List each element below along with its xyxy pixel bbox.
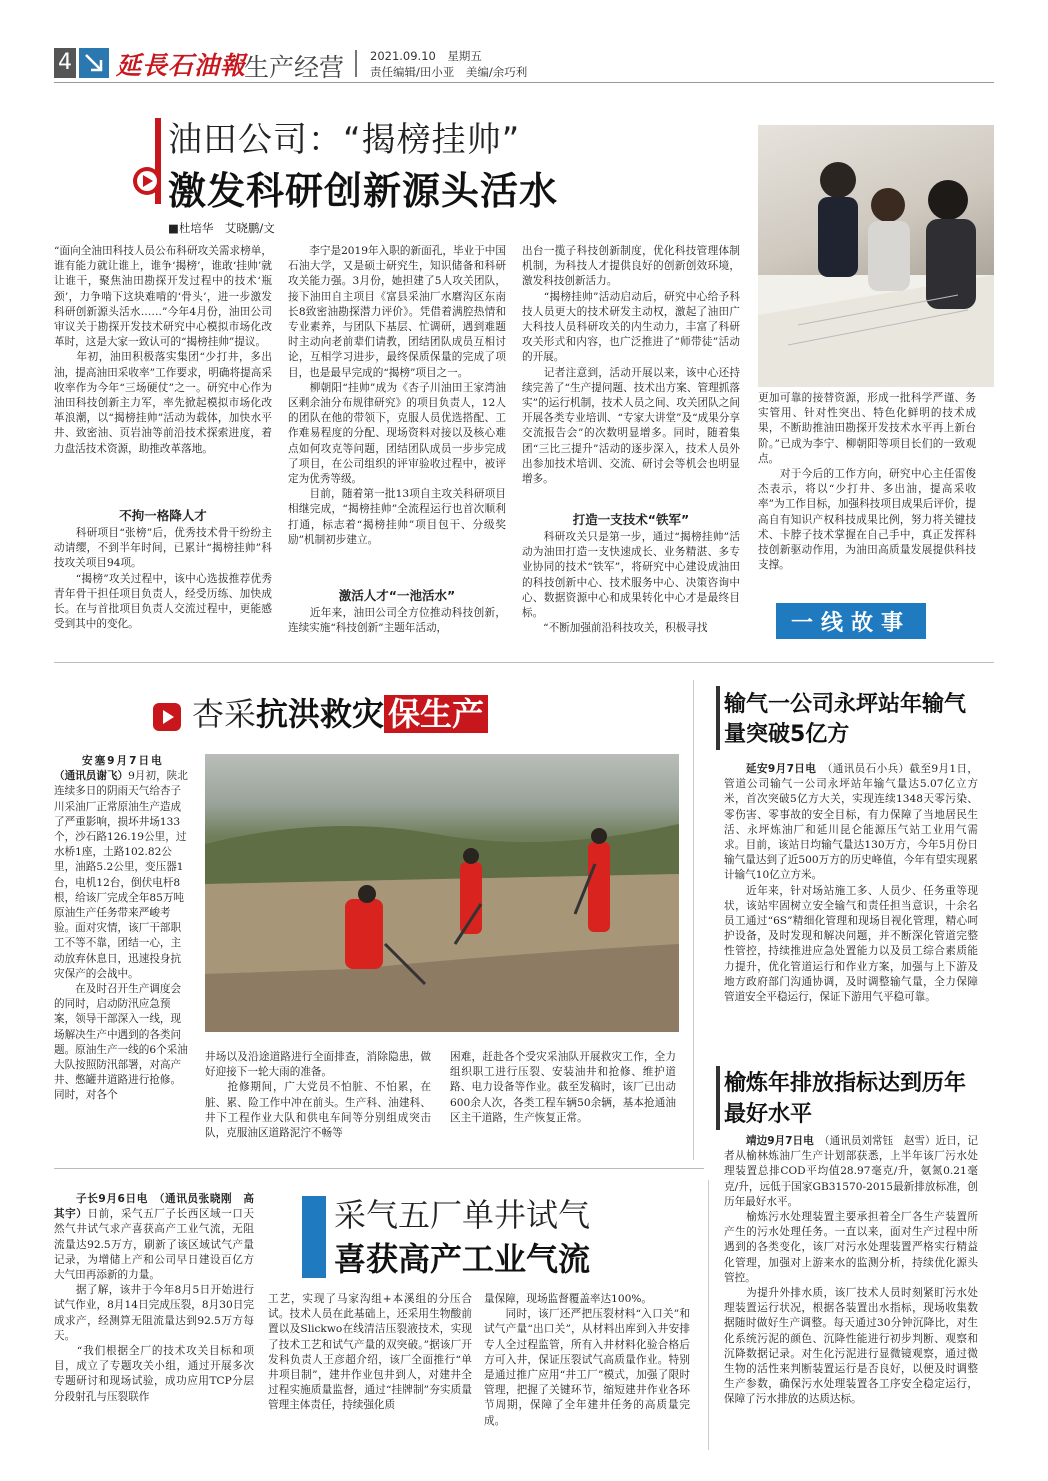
dateline: 延安9月7日电 <box>746 763 817 775</box>
article-column-1b: 科研项目“张榜”后，优秀技术骨干纷纷主动请缨，不到半年时间，已累计“揭榜挂帅”科技攻关项目94项。 “揭榜”攻关过程中，该中心选拔推荐优秀青年骨干担任项目负责人，经受历练、加快成长。在与首批项目负责人交流过程中，更能感受到其中的变化。 <box>54 527 272 631</box>
dateline: 子长9月6日电 <box>76 1193 148 1205</box>
flood-column-3: 困难，赶赴各个受灾采油队开展救灾工作，全力组织职工进行压裂、安装油井和抢修、维护道路、电力设备等作业。截至发稿时，该厂已出动600余人次，各类工程车辆50余辆，基本抢通油区主干道路，生产恢复正常。 <box>450 1051 676 1124</box>
column-tag <box>776 603 926 639</box>
flood-repair-photo <box>205 754 679 1032</box>
editors-credit: 责任编辑/田小亚 美编/余巧利 <box>370 65 528 79</box>
issue-weekday: 星期五 <box>447 49 482 63</box>
flood-column-2: 井场以及沿途道路进行全面排查，消除隐患，做好迎接下一轮大雨的准备。 抢修期间，广大党员不怕脏、不怕累，在脏、累、险工作中冲在前头。生产科、油建科、井下工程作业大队和供电车间等分别组成突击队，克服油区道路泥泞不畅等 <box>205 1051 431 1140</box>
masthead-rule <box>54 82 994 83</box>
masthead-divider <box>355 50 357 77</box>
title-part-3: 保生产 <box>384 695 488 733</box>
article-column-4: 更加可靠的接替资源，形成一批科学严谨、务实管用、针对性突出、特色化鲜明的技术成果，不断助推油田勘探开发技术水平再上新台阶。”已成为李宁、柳朝阳等项目长们的一致观点。 对于今后的工作方向，研究中心主任雷俊杰表示，将以“少打井、多出油，提高采收率”为工作目标，加强科技项目成果后评价，提高自有知识产权科技成果比例，努力将关键技术、卡脖子技术掌握在自己手中，真正发挥科技创新驱动作用，为油田高质量发展提供科技支撑。 <box>758 392 976 572</box>
researchers-photo <box>758 125 994 387</box>
subheading: 打造一支技术“铁军” <box>572 512 690 527</box>
flood-column-1 <box>54 754 188 1104</box>
article-column-2b: 近年来，油田公司全方位推动科技创新，连续实施“科技创新”主题年活动， <box>288 607 506 635</box>
section-name: 生产经营 <box>244 53 345 82</box>
column-tag-label: 一线故事 <box>790 610 911 636</box>
dateline: 靖边9月7日电 <box>746 1135 814 1147</box>
article-subtitle: 喜获高产工业气流 <box>334 1240 591 1278</box>
yongping-body <box>724 762 978 1005</box>
article-body: 9月初，陕北连续多日的阴雨天气给杏子川采油厂正常原油生产造成了严重影响，损坏井场133个，沙石路126.19公里，过水桥1座，土路102.82公里，油路5.2公里，变压器1台，电机12台，倒伏电杆8根，给该厂完成全年85万吨原油生产任务带来严峻考验。面对灾情，该厂干部职工不等不靠，团结一心，主动放弃休息日，迅速投身抗灾保产的会战中。 在及时召开生产调度会的同时，启动防汛应急预案，领导干部深入一线，现场解决生产中遇到的各类问题。原油生产一线的6个采油大队按照防汛部署，对高产井、憋罐井道路进行抢修。同时，对各个 <box>54 770 188 1102</box>
paper-logo: 延長石油報 <box>116 51 247 80</box>
article-title: 榆炼年排放指标达到历年最好水平 <box>724 1071 967 1127</box>
column-divider <box>693 680 694 1160</box>
section-divider <box>54 662 994 663</box>
article-column-1: “面向全油田科技人员公布科研攻关需求榜单，谁有能力就让谁上，谁争‘揭榜’，谁敢‘挂帅’就让谁干，聚焦油田勘探开发过程中的技术‘瓶颈’，力争啃下这块难啃的‘骨头’，进一步激发科研创新源头活水……”今年4月份，油田公司审议关于勘探开发技术研究中心模拟市场化改革时，这是大家一致认可的“揭榜挂帅”提议。 年初，油田积极落实集团“少打井，多出油，提高油田采收率”工作要求，明确将提高采收率作为今年“三场硬仗”之一。研究中心作为油田科技创新主力军，率先掀起模拟市场化改革浪潮，以“揭榜挂帅”活动为载体，加快水平井、致密油、页岩油等前沿技术探索进度，着力盘活技术资源，助推改革落地。 <box>54 245 272 455</box>
issue-date: 2021.09.10 <box>370 49 436 63</box>
article-subtitle: 激发科研创新源头活水 <box>168 169 559 213</box>
gas-well-column-1 <box>54 1192 254 1405</box>
title-part-1: 杏采 <box>192 695 257 733</box>
article-body: 截至9月1日，管道公司输气一公司永坪站年输气量达5.07亿立方米，首次突破5亿方大关，实现连续1348天零污染、零伤害、零事故的安全目标，有力保障了当地居民生活、永坪炼油厂和延川昆仑能源压气站工业用气需求。目前，该站日均输气量达130万方，今年5月份日输气量达到了近500万方的历史峰值，今年有望实现累计输气10亿立方米。 近年来，针对场站施工多、人员少、任务重等现状，该站牢固树立安全输气和责任担当意识，十余名员工通过“6S”精细化管理和现场目视化管理，精心呵护设备，及时发现和解决问题，并不断深化管道完整性管控，持续推进应急处置能力以及员工综合素质能力提升，优化管道运行和作业方案，加强与上下游及地方政府部门沟通协调，及时调整输气量，全力保障管道安全平稳运行，保证下游用气平稳可靠。 <box>724 763 978 1004</box>
reporter: （通讯员刘常钰 赵雪） <box>824 1135 936 1147</box>
page-number: 4 <box>54 48 76 78</box>
reporter: （通讯员张晓刚 高其宇） <box>54 1193 255 1221</box>
issue-date-line <box>370 48 482 64</box>
article-column-3b: 科研攻关只是第一步，通过“揭榜挂帅”活动为油田打造一支快速成长、业务精湛、多专业协同的技术“铁军”，将研究中心建设成油田的科技创新中心、技术服务中心、决策咨询中心、数据资源中心和成果转化中心才是最终目标。 “不断加强前沿科技攻关，积极寻找 <box>522 531 740 635</box>
title-rule <box>716 686 720 750</box>
gas-well-column-3: 量保障，现场监督覆盖率达100%。 同时，该厂还严把压裂材料“入口关”和试气产量“出口关”，从材料出库到入井安排专人全过程监管，所有入井材料化验合格后方可入井，保证压裂试气高质量作业。特别是通过推广应用“井工厂”模式，加强了限时管理，把握了关键环节，缩短建井作业各环节周期，保障了全年建井任务的高质量完成。 <box>484 1293 690 1427</box>
reporter: （通讯员石小兵） <box>827 763 910 775</box>
article-title <box>192 694 488 734</box>
article-title: 输气一公司永坪站年输气量突破5亿方 <box>724 692 967 747</box>
subheading: 激活人才“一池活水” <box>338 588 456 603</box>
article-title: 采气五厂单井试气 <box>334 1196 591 1234</box>
title-bar <box>302 1196 326 1278</box>
yulian-body <box>724 1134 978 1408</box>
reporter: （通讯员谢飞） <box>54 770 129 783</box>
play-icon <box>152 702 182 736</box>
gas-well-column-2: 工艺，实现了马家沟组+本溪组的分压合试。技术人员在此基础上，还采用生物酸前置以及Slickwo在线清洁压裂液技术，实现了技术工艺和试气产量的双突破。”据该厂开发科负责人王彦超介绍，该厂全面推行“单井项目制”，建井作业包井到人，对建井全过程实施质量监督，通过“挂牌制”夯实质量管理主体责任，持续强化质 <box>268 1293 472 1412</box>
article-column-2: 李宁是2019年入职的新面孔，毕业于中国石油大学，又是硕士研究生，知识储备和科研攻关能力强。3月份，她担建了5人攻关团队，接下油田自主项目《富县采油厂水磨沟区东南长8致密油勘探潜力评价》。凭借着满腔热情和专业素养，与团队下基层、忙调研，遇到难题时主动向老前辈们请教，团结团队成员互相讨论，互相学习进步，最终保质保量的完成了项目，也是最早完成的“揭榜”项目之一。 柳朝阳“挂帅”成为《杏子川油田王家湾油区剩余油分布规律研究》的项目负责人，12人的团队在他的带领下，克服人员优选搭配、工作难易程度的分配、现场资料对接以及核心难点如何攻克等问题，团结团队成员一步步完成了项目，在公司组织的评审验收过程中，被评定为优秀等级。 目前，随着第一批13项自主攻关科研项目相继完成，“揭榜挂帅”全流程运行也首次顺利打通，标志着“揭榜挂帅”项目包干、分级奖励”机制初步建立。 <box>288 245 506 546</box>
title-part-2: 抗洪救灾 <box>256 695 385 733</box>
dateline: 安塞9月7日电 <box>82 755 164 767</box>
title-rule <box>716 1066 720 1130</box>
article-column-3: 出台一揽子科技创新制度，优化科技管理体制机制，为科技人才提供良好的创新创效环境，激发科技创新活力。 “揭榜挂帅”活动启动后，研究中心给予科技人员更大的技术研发主动权，激起了油田广大科技人员科研攻关的内生动力，丰富了科研攻关形式和内容，也广泛推进了“师带徒”活动的开展。 记者注意到，活动开展以来，该中心还持续完善了“生产提问题、技术出方案、管理抓落实”的运行机制，技术人员之间、攻关团队之间开展各类专业培训、“专家大讲堂”及“成果分享交流报告会”的次数明显增多。同时，随着集团“三比三提升”活动的逐步深入，技术人员外出参加技术培训、交流、研讨会等机会也明显增多。 <box>522 245 740 486</box>
byline: ■杜培华 艾晓鹏/文 <box>168 221 275 235</box>
play-icon <box>132 166 162 200</box>
article-body: 日前，采气五厂子长西区域一口天然气井试气求产喜获高产工业气流，无阻流量达92.5万方，刷新了该区域试气产量记录，为增储上产和公司早日建设百亿方大气田再添新的力量。 据了解，该井于今年8月5日开始进行试气作业，8月14日完成压裂，8月30日完成求产，经测算无阻流量达到92.5万方每天。 “我们根据全厂的技术攻关目标和项目，成立了专题攻关小组，通过开展多次专题研讨和现场试验，成功应用TCP分层分段射孔与压裂联作 <box>54 1208 255 1403</box>
article-title: 油田公司：“揭榜挂帅” <box>168 120 521 160</box>
article-body: 近日，记者从榆林炼油厂生产计划部获悉，上半年该厂污水处理装置总排COD平均值28.97毫克/升，氨氮0.21毫克/升，远低于国家GB31570-2015最新排放标准，创历年最好水平。 榆炼污水处理装置主要承担着全厂各生产装置所产生的污水处理任务。一直以来，面对生产过程中所遇到的各类变化，该厂对污水处理装置严格实行精益化管理，加强对上游来水的监测分析，持续优化源头管控。 为提升外排水质，该厂技术人员时刻紧盯污水处理装置运行状况，根据各装置出水指标，现场收集数据随时做好生产调整。每天通过30分钟沉降比，对生化系统污泥的颜色、沉降性能进行初步判断、观察和沉降数据记录。对生化污泥进行显微镜观察，通过微生物的活性来判断装置运行是否良好，以便及时调整生产参数，确保污水处理装置各工序安全稳定运行，保障了污水排放的达质达标。 <box>724 1135 979 1406</box>
arrow-icon <box>79 48 109 78</box>
section-divider <box>54 1168 704 1169</box>
subheading: 不拘一格降人才 <box>119 508 207 523</box>
column-divider <box>708 1180 709 1450</box>
